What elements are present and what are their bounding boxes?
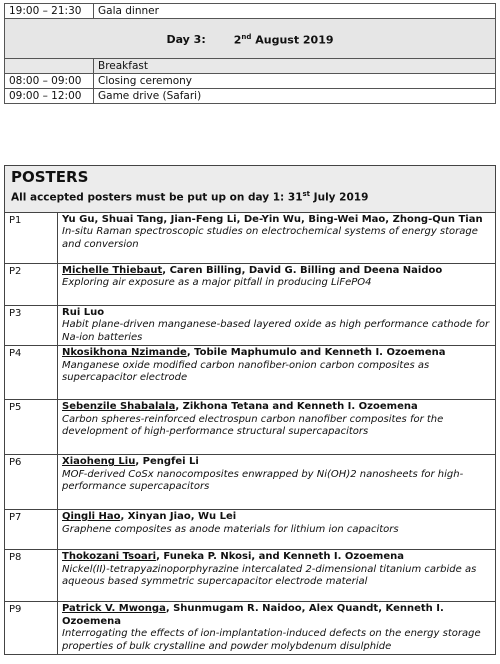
poster-body (58, 455, 496, 510)
schedule-row (5, 89, 496, 104)
poster-row (5, 305, 496, 346)
poster-id: P8 (5, 550, 58, 602)
schedule-row (5, 74, 496, 89)
posters-header (5, 166, 496, 213)
schedule-time: 19:00 – 21:30 (5, 4, 94, 19)
day-label: Day 3: (166, 33, 206, 47)
schedule-event: Breakfast (94, 59, 496, 74)
poster-presenter: Michelle Thiebaut (62, 264, 163, 276)
poster-id: P2 (5, 263, 58, 305)
schedule-event: Closing ceremony (94, 74, 496, 89)
schedule-row (5, 4, 496, 19)
poster-title: Carbon spheres-reinforced electrospun carbon nanofiber composites for the development of high-performance structural supercapacitors (62, 413, 444, 437)
posters-note: All accepted posters must be put up on day 1: 31st July 2019 (11, 190, 369, 204)
day-date-sup: nd (241, 32, 252, 41)
poster-title: Manganese oxide modified carbon nanofiber-onion carbon composites as supercapacitor electrode (62, 359, 430, 383)
poster-title: Habit plane-driven manganese-based layered oxide as high performance cathode for Na-ion batteries (62, 319, 490, 343)
schedule-time: 08:00 – 09:00 (5, 74, 94, 89)
poster-authors: Qingli Hao, Xinyan Jiao, Wu Lei (62, 511, 237, 522)
schedule-event: Game drive (Safari) (94, 89, 496, 104)
poster-row (5, 550, 496, 602)
poster-body (58, 346, 496, 400)
poster-id: P4 (5, 346, 58, 400)
poster-title: Nickel(II)-tetrapyazinoporphyrazine intercalated 2-dimensional titanium carbide as aqueous based symmetric supercapacitor electrode material (62, 563, 477, 587)
day-header (5, 19, 496, 59)
poster-presenter: Sebenzile Shabalala (62, 401, 176, 412)
poster-body (58, 212, 496, 263)
poster-authors: Rui Luo (62, 306, 105, 318)
poster-row (5, 212, 496, 263)
poster-authors: Nkosikhona Nzimande, Tobile Maphumulo and Kenneth I. Ozoemena (62, 347, 446, 358)
poster-id: P9 (5, 602, 58, 655)
poster-row (5, 346, 496, 400)
posters-table (4, 165, 496, 655)
schedule-time (5, 59, 94, 74)
posters-header-row (5, 166, 496, 213)
day-date-num: 2 (233, 33, 242, 47)
poster-row (5, 455, 496, 510)
posters-title: POSTERS (11, 168, 89, 186)
poster-row (5, 602, 496, 655)
poster-id: P6 (5, 455, 58, 510)
schedule-time: 09:00 – 12:00 (5, 89, 94, 104)
day-date-rest: August 2019 (251, 33, 334, 47)
poster-body (58, 305, 496, 346)
poster-authors: Michelle Thiebaut, Caren Billing, David G. Billing and Deena Naidoo (62, 264, 443, 276)
poster-body (58, 550, 496, 602)
poster-body (58, 263, 496, 305)
poster-authors: Patrick V. Mwonga, Shunmugam R. Naidoo, Alex Quandt, Kenneth I. Ozoemena (62, 603, 444, 627)
poster-presenter: Xiaoheng Liu (62, 456, 136, 467)
schedule-event: Gala dinner (94, 4, 496, 19)
poster-row (5, 400, 496, 455)
poster-body (58, 400, 496, 455)
poster-authors: Yu Gu, Shuai Tang, Jian-Feng Li, De-Yin Wu, Bing-Wei Mao, Zhong-Qun Tian (62, 213, 483, 225)
poster-presenter: Nkosikhona Nzimande (62, 347, 187, 358)
poster-authors: Sebenzile Shabalala, Zikhona Tetana and Kenneth I. Ozoemena (62, 401, 418, 412)
day-header-row (5, 19, 496, 59)
poster-id: P5 (5, 400, 58, 455)
poster-authors: Thokozani Tsoari, Funeka P. Nkosi, and Kenneth I. Ozoemena (62, 551, 404, 562)
poster-body (58, 602, 496, 655)
schedule-row (5, 59, 496, 74)
poster-authors: Xiaoheng Liu, Pengfei Li (62, 456, 199, 467)
poster-presenter: Thokozani Tsoari (62, 551, 157, 562)
poster-body (58, 510, 496, 550)
schedule-table (4, 3, 496, 104)
poster-presenter: Patrick V. Mwonga (62, 603, 166, 614)
poster-presenter: Qingli Hao (62, 511, 121, 522)
poster-title: MOF-derived CoSx nanocomposites enwrapped by Ni(OH)2 nanosheets for high-performance supercapacitors (62, 468, 464, 492)
poster-id: P7 (5, 510, 58, 550)
poster-row (5, 263, 496, 305)
poster-title: Exploring air exposure as a major pitfall in producing LiFePO4 (62, 277, 372, 288)
poster-title: In-situ Raman spectroscopic studies on electrochemical systems of energy storage and conversion (62, 226, 478, 250)
poster-row (5, 510, 496, 550)
poster-title: Graphene composites as anode materials for lithium ion capacitors (62, 523, 399, 535)
poster-title: Interrogating the effects of ion-implantation-induced defects on the energy storage properties of bulk crystalline and powder molybdenum disulphide (62, 628, 481, 652)
poster-id: P3 (5, 305, 58, 346)
poster-id: P1 (5, 212, 58, 263)
